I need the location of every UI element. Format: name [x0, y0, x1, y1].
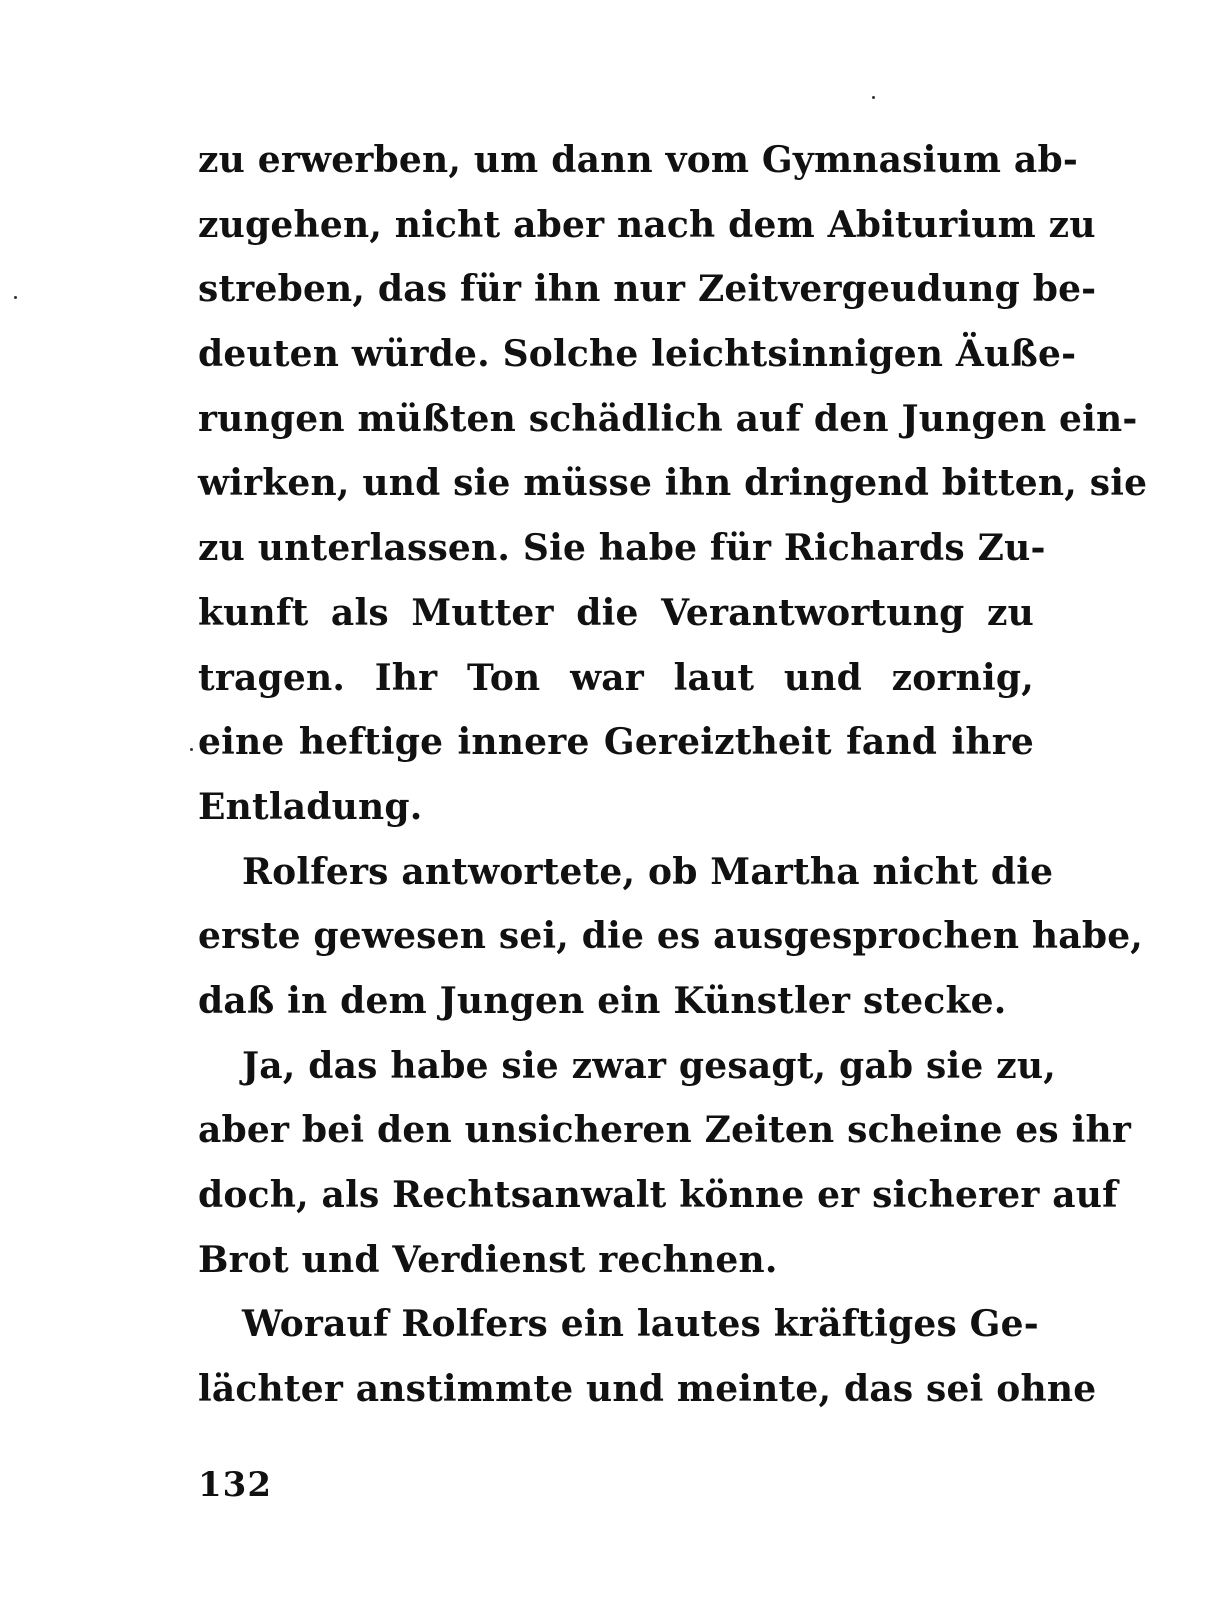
text-line: daß in dem Jungen ein Künstler stecke.	[198, 979, 1007, 1022]
text-line: zu erwerben, um dann vom Gymnasium ab-	[198, 139, 1078, 181]
text-line: doch, als Rechtsanwalt könne er sicherer auf	[198, 1174, 1118, 1216]
body-text	[198, 128, 1148, 1422]
text-line: tragen. Ihr Ton war laut und zornig,	[198, 656, 1034, 699]
text-line: Entladung.	[198, 785, 423, 828]
text-line: streben, das für ihn nur Zeitvergeudung be-	[198, 268, 1097, 311]
text-line: lächter anstimmte und meinte, das sei ohne	[198, 1368, 1097, 1411]
text-line: eine heftige innere Gereiztheit fand ihre	[198, 721, 1034, 764]
text-line: Worauf Rolfers ein lautes kräftiges Ge-	[242, 1303, 1039, 1346]
text-line: erste gewesen sei, die es ausgesprochen habe,	[198, 915, 1144, 958]
text-line: aber bei den unsicheren Zeiten scheine es ihr	[198, 1109, 1132, 1152]
text-line: Ja, das habe sie zwar gesagt, gab sie zu,	[242, 1044, 1056, 1087]
text-line: rungen müßten schädlich auf den Jungen ein-	[198, 397, 1138, 440]
scan-speck	[14, 296, 17, 299]
text-line: Rolfers antwortete, ob Martha nicht die	[242, 850, 1054, 893]
text-line: zu unterlassen. Sie habe für Richards Zu-	[198, 527, 1046, 570]
scan-speck	[872, 96, 875, 99]
text-line: deuten würde. Solche leichtsinnigen Äuße-	[198, 333, 1077, 376]
text-line: zugehen, nicht aber nach dem Abiturium zu	[198, 203, 1096, 246]
page-number: 132	[198, 1465, 272, 1505]
scan-speck	[190, 748, 193, 751]
text-line: wirken, und sie müsse ihn dringend bitten, sie	[198, 462, 1148, 505]
text-line: Brot und Verdienst rechnen.	[198, 1238, 778, 1281]
text-line: kunft als Mutter die Verantwortung zu	[198, 591, 1034, 634]
